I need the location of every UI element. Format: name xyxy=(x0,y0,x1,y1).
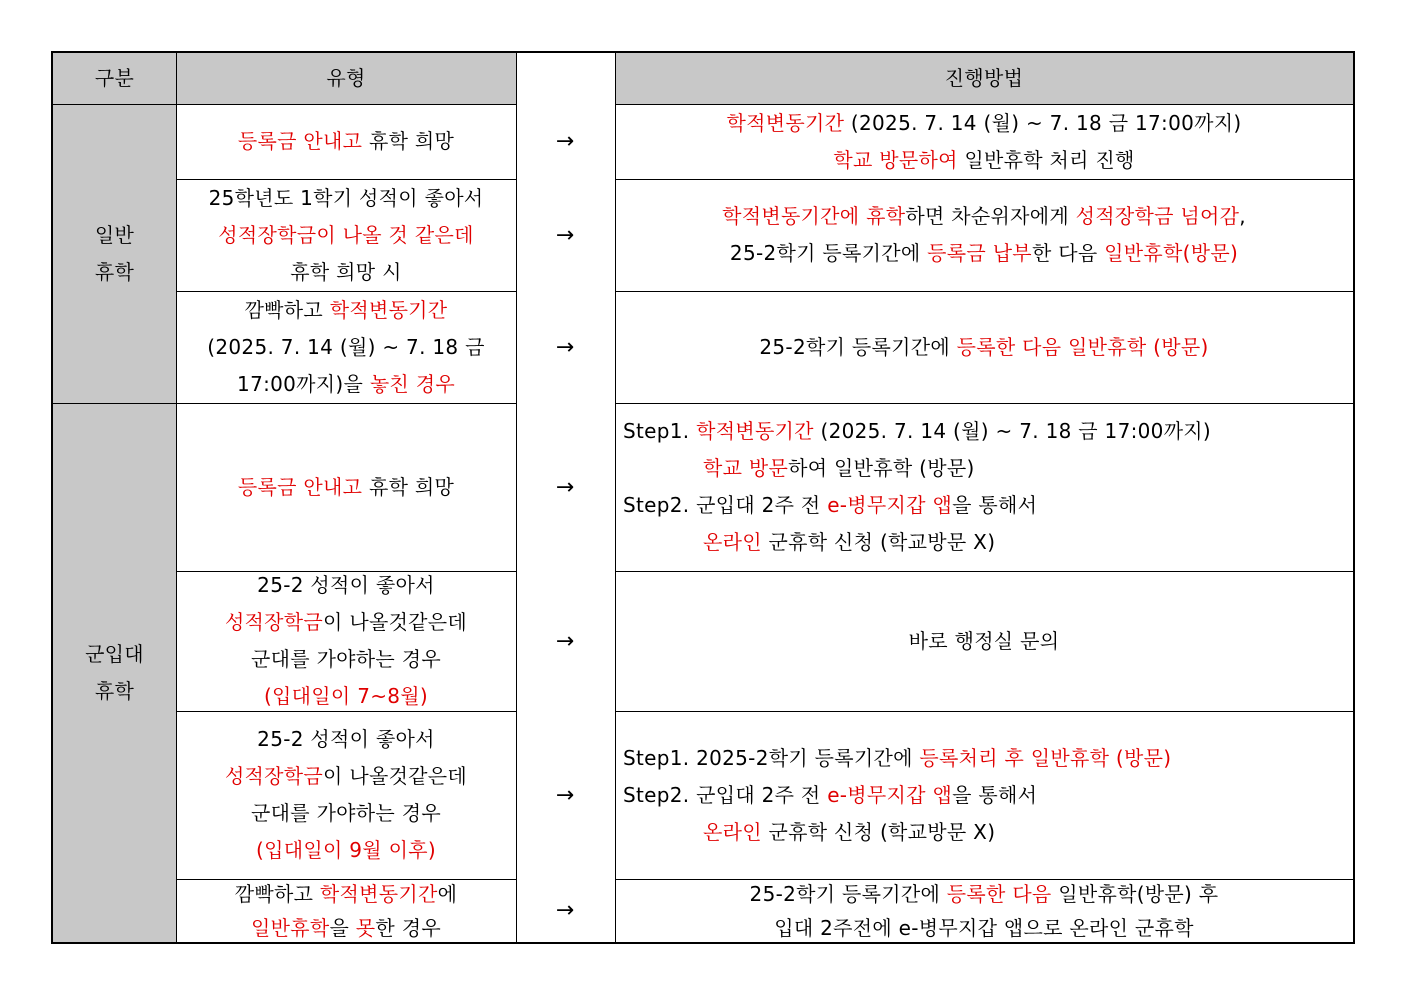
arrow-icon: → xyxy=(555,782,575,808)
highlight-text: 온라인 xyxy=(703,819,762,844)
highlight-text: 학적변동기간 xyxy=(319,881,438,906)
text-segment: 을 통해서 xyxy=(952,493,1038,517)
text-segment: Step2. 군입대 2주 전 xyxy=(623,493,828,517)
text-line xyxy=(759,329,1208,366)
highlight-text: 등록금 안내고 xyxy=(237,129,363,153)
text-segment: 깜빡하고 xyxy=(234,881,320,906)
type-cell xyxy=(176,879,516,942)
text-line xyxy=(623,524,995,561)
type-cell xyxy=(176,571,516,711)
text-segment: , xyxy=(1239,204,1246,228)
text-line xyxy=(237,366,455,403)
type-cell xyxy=(176,291,516,403)
text-segment: 하면 차순위자에게 xyxy=(905,204,1076,228)
text-segment: 바로 행정실 문의 xyxy=(908,628,1060,653)
highlight-text: e-병무지갑 앱 xyxy=(827,493,953,517)
text-line xyxy=(727,105,1242,142)
header-method: 진행방법 xyxy=(944,66,1024,90)
highlight-text: 등록금 납부 xyxy=(927,241,1032,265)
text-segment: Step1. 2025-2학기 등록기간에 xyxy=(623,745,920,770)
highlight-text: 등록한 다음 xyxy=(946,881,1052,906)
arrow-icon: → xyxy=(555,474,575,500)
text-line xyxy=(251,641,441,678)
text-line xyxy=(623,740,1171,777)
text-line xyxy=(257,721,435,758)
text-line xyxy=(730,235,1238,272)
text-line xyxy=(623,450,975,487)
text-segment: 을 xyxy=(329,915,356,940)
text-segment: (2025. 7. 14 (월) ~ 7. 18 금 17:00까지) xyxy=(844,110,1242,135)
text-segment: 이 나올것같은데 xyxy=(323,764,468,788)
highlight-text: 온라인 xyxy=(703,530,762,554)
group-label-general-leave: 일반 휴학 xyxy=(94,222,135,284)
arrow-icon: → xyxy=(555,334,575,360)
text-line xyxy=(722,198,1246,235)
text-segment: 을 통해서 xyxy=(952,782,1038,807)
method-cell xyxy=(615,291,1353,403)
text-segment: 25-2학기 등록기간에 xyxy=(729,241,928,265)
text-segment: 한 다음 xyxy=(1031,241,1105,265)
text-line xyxy=(225,604,467,641)
highlight-text: 등록금 안내고 xyxy=(237,474,363,499)
text-segment: 군대를 가야하는 경우 xyxy=(251,647,441,671)
text-line xyxy=(209,180,484,217)
method-cell xyxy=(615,403,1353,571)
method-cell xyxy=(615,179,1353,291)
group-label-military-leave: 군입대 휴학 xyxy=(85,641,144,703)
text-segment: 하여 일반휴학 (방문) xyxy=(788,456,975,480)
text-segment: 25학년도 1학기 성적이 좋아서 xyxy=(208,185,484,210)
highlight-text: 성적장학금 넘어감 xyxy=(1075,204,1240,228)
text-line xyxy=(218,217,473,254)
text-segment: 일반휴학 처리 진행 xyxy=(957,147,1135,172)
text-segment: 휴학 희망 시 xyxy=(290,259,402,284)
type-cell xyxy=(176,179,516,291)
text-segment: 한 경우 xyxy=(375,915,441,940)
text-line xyxy=(623,487,1037,524)
text-segment: 일반휴학(방문) 후 xyxy=(1051,881,1219,906)
text-line xyxy=(225,758,467,795)
highlight-text: 학적변동기간 xyxy=(726,110,845,135)
text-segment: 입대 2주전에 e-병무지갑 앱으로 온라인 군휴학 xyxy=(774,915,1194,940)
text-segment: Step2. 군입대 2주 전 xyxy=(623,782,828,807)
text-segment: (2025. 7. 14 (월) ~ 7. 18 금 xyxy=(207,334,485,359)
text-line xyxy=(207,329,484,366)
header-type: 유형 xyxy=(326,66,366,90)
text-line xyxy=(245,292,448,329)
text-segment: 군휴학 신청 (학교방문 X) xyxy=(761,530,996,554)
text-segment: Step1. xyxy=(623,419,697,443)
highlight-text: 일반휴학 xyxy=(251,915,330,940)
header-category: 구분 xyxy=(94,66,135,90)
type-cell xyxy=(176,403,516,571)
text-line xyxy=(623,777,1037,814)
text-segment: 17:00까지)을 xyxy=(237,371,370,396)
highlight-text: 성적장학금이 나올 것 같은데 xyxy=(218,222,474,247)
highlight-text: 학적변동기간 xyxy=(696,419,814,443)
highlight-text: 학교 방문 xyxy=(703,456,789,480)
text-line xyxy=(257,567,435,604)
text-segment: 휴학 희망 xyxy=(362,474,455,499)
text-segment: 깜빡하고 xyxy=(244,297,330,322)
text-line xyxy=(238,123,454,160)
text-segment: 군휴학 신청 (학교방문 X) xyxy=(761,819,996,844)
text-line xyxy=(251,911,441,945)
method-cell xyxy=(615,104,1353,179)
text-line xyxy=(774,911,1194,945)
text-line xyxy=(251,795,441,832)
leave-procedure-table xyxy=(51,51,1355,944)
highlight-text: e-병무지갑 앱 xyxy=(827,782,953,807)
arrow-icon: → xyxy=(555,222,575,248)
text-segment: 25-2 성적이 좋아서 xyxy=(257,727,435,751)
text-segment: (2025. 7. 14 (월) ~ 7. 18 금 17:00까지) xyxy=(813,419,1212,443)
arrow-icon: → xyxy=(555,628,575,654)
text-segment: 휴학 희망 xyxy=(362,129,455,153)
text-segment: 에 xyxy=(437,881,458,906)
type-cell xyxy=(176,104,516,179)
text-line xyxy=(235,877,458,911)
highlight-text: 못 xyxy=(355,915,376,940)
highlight-text: 놓친 경우 xyxy=(369,371,455,396)
type-cell xyxy=(176,711,516,879)
text-line xyxy=(623,814,995,851)
highlight-text: 성적장학금 xyxy=(224,764,324,788)
text-line xyxy=(256,832,436,869)
text-line xyxy=(909,623,1060,660)
highlight-text: 등록처리 후 일반휴학 (방문) xyxy=(919,745,1172,770)
highlight-text: 등록한 다음 일반휴학 (방문) xyxy=(956,334,1209,359)
arrow-icon: → xyxy=(555,898,575,923)
text-segment: 25-2학기 등록기간에 xyxy=(749,881,947,906)
highlight-text: (입대일이 7~8월) xyxy=(263,684,429,708)
method-cell xyxy=(615,571,1353,711)
text-line xyxy=(623,413,1211,450)
text-segment: 25-2학기 등록기간에 xyxy=(759,334,957,359)
text-line xyxy=(264,678,428,715)
text-line xyxy=(750,877,1219,911)
highlight-text: 학적변동기간에 휴학 xyxy=(722,204,906,228)
text-line xyxy=(238,469,454,506)
method-cell xyxy=(615,879,1353,942)
highlight-text: 학적변동기간 xyxy=(329,297,448,322)
text-segment: 군대를 가야하는 경우 xyxy=(251,801,441,825)
highlight-text: 학교 방문하여 xyxy=(833,147,958,172)
text-segment: 25-2 성적이 좋아서 xyxy=(257,573,435,597)
text-segment: 이 나올것같은데 xyxy=(323,610,468,634)
method-cell xyxy=(615,711,1353,879)
text-line xyxy=(833,142,1134,179)
highlight-text: 성적장학금 xyxy=(224,610,324,634)
highlight-text: (입대일이 9월 이후) xyxy=(256,838,436,862)
highlight-text: 일반휴학(방문) xyxy=(1104,241,1239,265)
arrow-icon: → xyxy=(555,129,575,154)
text-line xyxy=(290,254,401,291)
